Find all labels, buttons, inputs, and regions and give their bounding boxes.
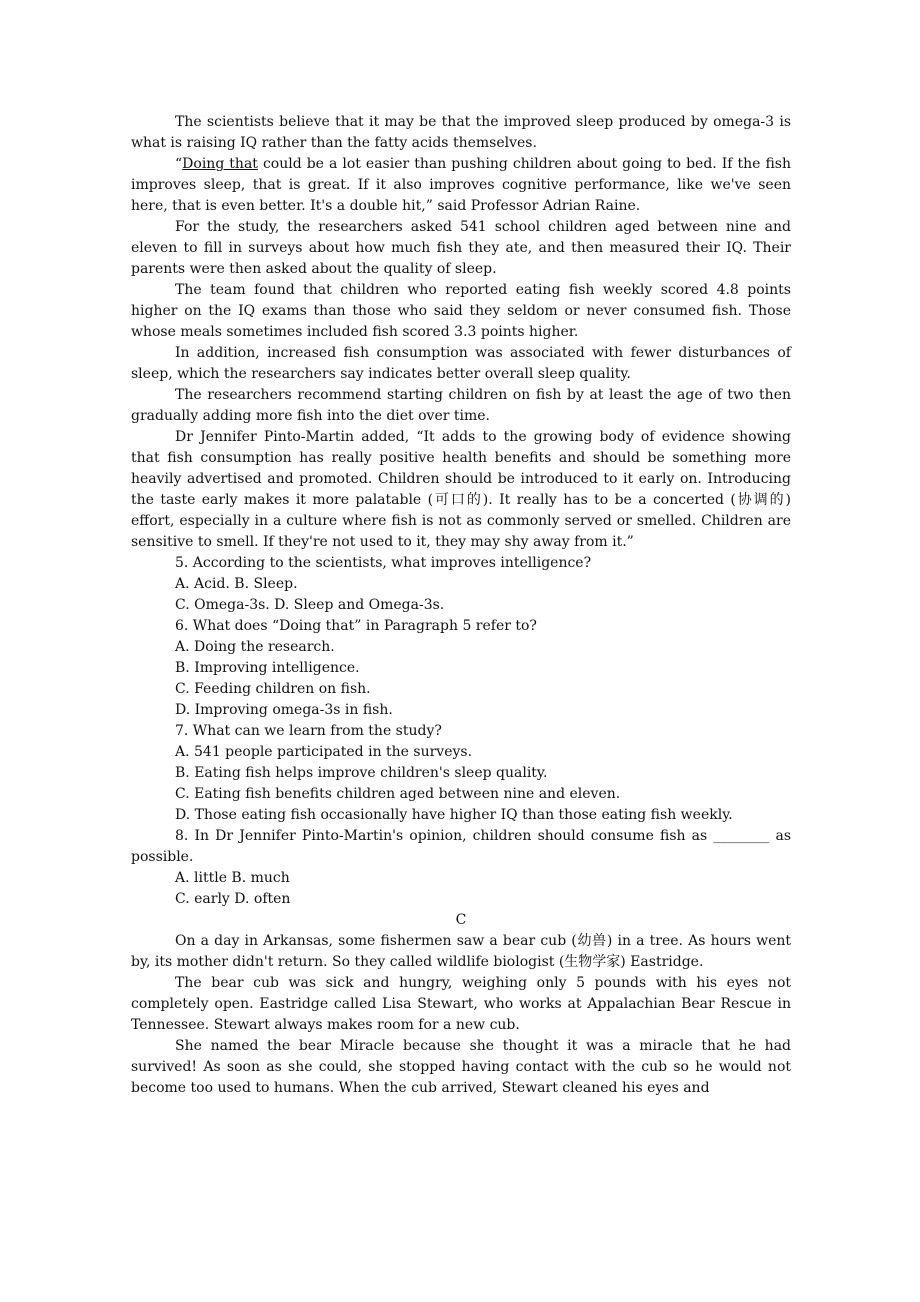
paragraph-study-method: For the study, the researchers asked 541 school children aged between nine and eleven to fill in surveys about how much fish they ate, and then measured their IQ. Their parents were then asked about the quality of sleep. [131, 219, 791, 277]
section-heading-c: C [455, 912, 467, 928]
paragraph-bear-cub-found: On a day in Arkansas, some fishermen saw a bear cub (幼兽) in a tree. As hours went by, its mother didn't return. So they called wildlife biologist (生物学家) Eastridge. [131, 933, 791, 970]
question-8-options-ab: A. little B. much [175, 870, 290, 886]
paragraph-doing-that [131, 154, 791, 217]
question-8-options-cd: C. early D. often [175, 891, 291, 907]
question-5-options-ab: A. Acid. B. Sleep. [175, 576, 298, 592]
paragraph-study-findings: The team found that children who reported eating fish weekly scored 4.8 points higher on the IQ exams than those who said they seldom or never consumed fish. Those whose meals sometimes included fish scored 3.3 points higher. [131, 282, 791, 340]
paragraph-bear-cub-rescue: The bear cub was sick and hungry, weighing only 5 pounds with his eyes not completely open. Eastridge called Lisa Stewart, who works at Appalachian Bear Rescue in Tennessee. Stewart always makes room for a new cub. [131, 975, 791, 1033]
question-7-option-c: C. Eating fish benefits children aged between nine and eleven. [175, 786, 621, 802]
question-7-option-b: B. Eating fish helps improve children's sleep quality. [175, 765, 548, 781]
paragraph-sleep-quality: In addition, increased fish consumption was associated with fewer disturbances of sleep, which the researchers say indicates better overall sleep quality. [131, 345, 791, 382]
question-7-option-a: A. 541 people participated in the surveys. [175, 744, 473, 760]
question-6-option-c: C. Feeding children on fish. [175, 681, 371, 697]
question-7-option-d: D. Those eating fish occasionally have higher IQ than those eating fish weekly. [175, 807, 733, 823]
question-8-stem: 8. In Dr Jennifer Pinto-Martin's opinion, children should consume fish as ________ as possible. [131, 828, 791, 865]
paragraph-miracle: She named the bear Miracle because she thought it was a miracle that he had survived! As soon as she could, she stopped having contact with the cub so he would not become too used to humans. When the cub arrived, Stewart cleaned his eyes and [131, 1038, 791, 1096]
question-5-stem: 5. According to the scientists, what improves intelligence? [175, 555, 592, 571]
underlined-phrase: Doing that [182, 156, 258, 172]
paragraph-pinto-martin-quote: Dr Jennifer Pinto-Martin added, “It adds to the growing body of evidence showing that fish consumption has really positive health benefits and should be something more heavily advertised and promoted. Children should be introduced to it early on. Introducing the taste early makes it more palatable (可口的). It really has to be a concerted (协调的) effort, especially in a culture where fish is not as commonly served or smelled. Children are sensitive to smell. If they're not used to it, they may shy away from it.” [131, 429, 791, 550]
paragraph-sleep-omega3: The scientists believe that it may be that the improved sleep produced by omega-3 is what is raising IQ rather than the fatty acids themselves. [131, 114, 791, 151]
question-6-option-a: A. Doing the research. [175, 639, 335, 655]
open-quote: “ [175, 156, 183, 172]
question-7-stem: 7. What can we learn from the study? [175, 723, 442, 739]
question-6-option-d: D. Improving omega-3s in fish. [175, 702, 393, 718]
paragraph-recommendation: The researchers recommend starting children on fish by at least the age of two then gradually adding more fish into the diet over time. [131, 387, 791, 424]
document-page [131, 112, 791, 1099]
question-6-stem: 6. What does “Doing that” in Paragraph 5 refer to? [175, 618, 537, 634]
question-6-option-b: B. Improving intelligence. [175, 660, 360, 676]
question-5-options-cd: C. Omega-3s. D. Sleep and Omega-3s. [175, 597, 445, 613]
paragraph-doing-that-text: could be a lot easier than pushing children about going to bed. If the fish improves sleep, that is great. If it also improves cognitive performance, like we've seen here, that is even better. It's a double hit,” said Professor Adrian Raine. [131, 156, 791, 214]
